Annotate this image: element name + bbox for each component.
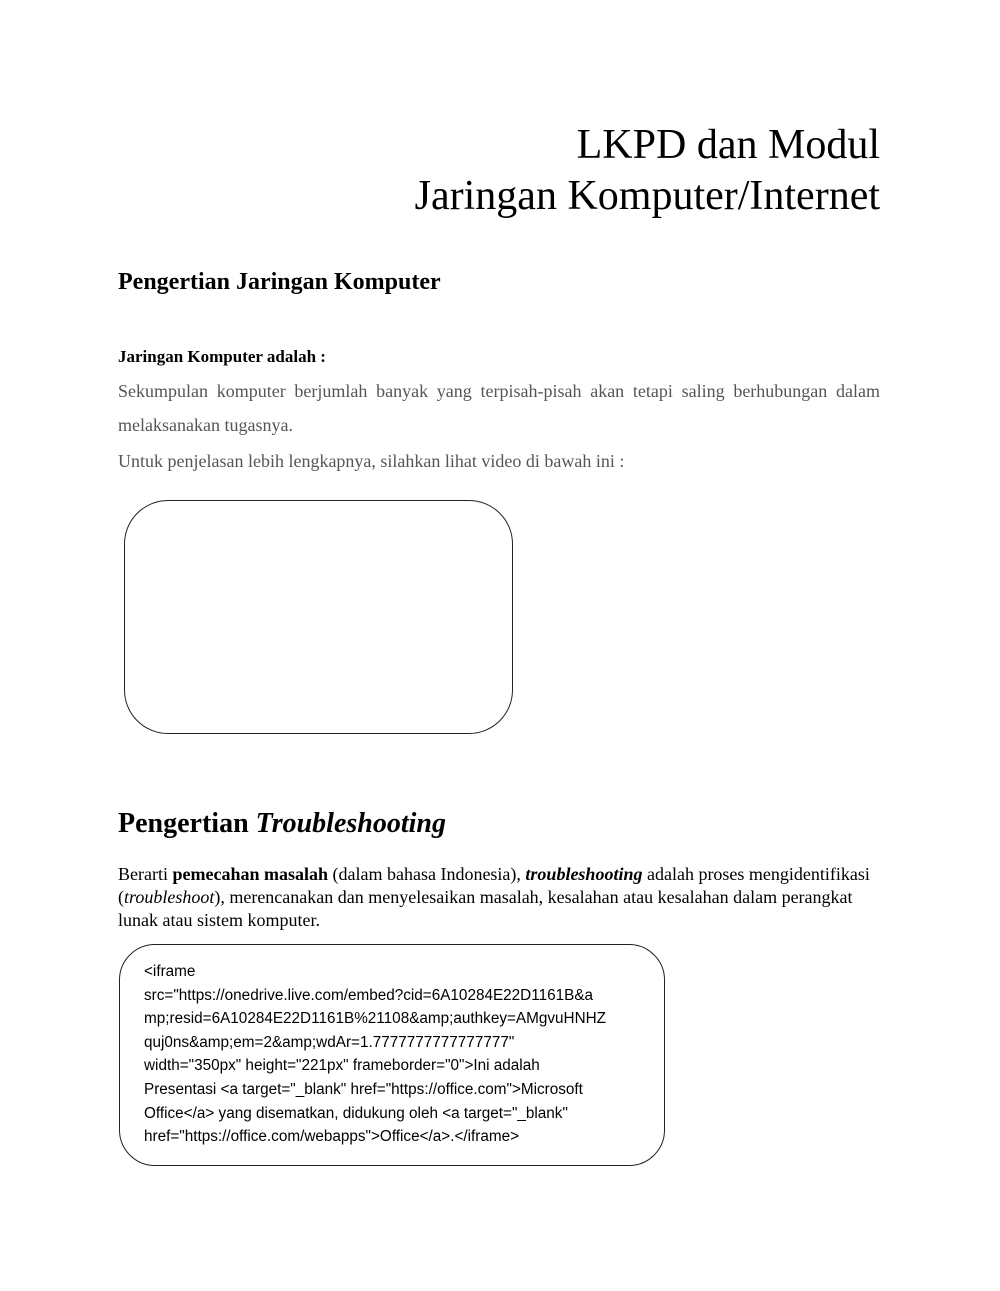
section-heading-troubleshooting [118, 808, 446, 840]
troubleshooting-definition [118, 863, 888, 932]
document-title-line2: Jaringan Komputer/Internet [414, 173, 880, 219]
p-bold-italic-term: troubleshooting [525, 864, 643, 884]
embed-code-box[interactable] [119, 944, 665, 1166]
document-title-line1: LKPD dan Modul [576, 122, 880, 168]
p-mid1: (dalam bahasa Indonesia), [328, 864, 526, 884]
p-mid2: adalah proses mengidentifikasi ( [118, 864, 870, 907]
video-instruction: Untuk penjelasan lebih lengkapnya, silahkan lihat video di bawah ini : [118, 451, 625, 471]
embed-code-text: <iframe src="https://onedrive.live.com/embed?cid=6A10284E22D1161B&a mp;resid=6A10284E22D1161B%21108&amp;authkey=AMgvuHNHZ quj0ns&amp;em=2&amp;wdAr=1.7777777777777777" width="350px" height="221px" frameborder="0">Ini adalah Presentasi <a target="_blank" href="https://office.com">Microsoft Office</a> yang disematkan, didukung oleh <a target="_blank" href="https://office.com/webapps">Office</a>.</iframe> [144, 963, 607, 1146]
definition-label: Jaringan Komputer adalah : [118, 347, 326, 366]
definition-text: Sekumpulan komputer berjumlah banyak yang terpisah-pisah akan tetapi saling berhubungan dalam melaksanakan tugasnya. [118, 381, 880, 435]
heading-plain-part: Pengertian [118, 808, 256, 839]
p-start: Berarti [118, 864, 173, 884]
heading-italic-part: Troubleshooting [255, 808, 446, 839]
p-italic-term: troubleshoot [124, 887, 215, 907]
p-end: ), merencanakan dan menyelesaikan masalah, kesalahan atau kesalahan dalam perangkat lunak atau sistem komputer. [118, 887, 853, 930]
video-placeholder-box[interactable] [124, 500, 513, 734]
section-heading-jaringan: Pengertian Jaringan Komputer [118, 269, 441, 295]
p-bold-term: pemecahan masalah [172, 864, 328, 884]
